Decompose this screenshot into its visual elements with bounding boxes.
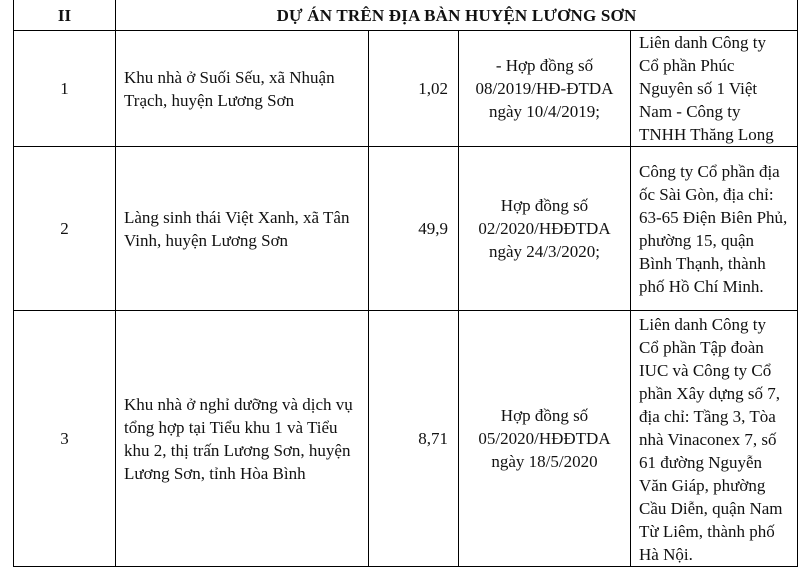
contract-info: Hợp đồng số 02/2020/HĐĐTDA ngày 24/3/2020; [459,147,631,311]
investor-info: Công ty Cổ phần địa ốc Sài Gòn, địa chỉ: 63-65 Điện Biên Phủ, phường 15, quận Bình Thạnh, thành phố Hồ Chí Minh. [631,147,798,311]
investor-info: Liên danh Công ty Cổ phần Phúc Nguyên số 1 Việt Nam - Công ty TNHH Thăng Long [631,31,798,147]
row-number: 1 [14,31,116,147]
project-area: 49,9 [369,147,459,311]
project-table [13,0,798,567]
table-row [14,31,798,147]
contract-info: Hợp đồng số 05/2020/HĐĐTDA ngày 18/5/2020 [459,311,631,567]
project-name: Khu nhà ở nghỉ dưỡng và dịch vụ tổng hợp tại Tiểu khu 1 và Tiểu khu 2, thị trấn Lương Sơn, huyện Lương Sơn, tỉnh Hòa Bình [116,311,369,567]
project-area: 1,02 [369,31,459,147]
table-row [14,311,798,567]
project-name: Làng sinh thái Việt Xanh, xã Tân Vinh, huyện Lương Sơn [116,147,369,311]
table-row [14,147,798,311]
investor-info: Liên danh Công ty Cổ phần Tập đoàn IUC và Công ty Cổ phần Xây dựng số 7, địa chỉ: Tầng 3, Tòa nhà Vinaconex 7, số 61 đường Nguyễn Văn Giáp, phường Cầu Diễn, quận Nam Từ Liêm, thành phố Hà Nội. [631,311,798,567]
project-area: 8,71 [369,311,459,567]
row-number: 3 [14,311,116,567]
section-number: II [14,0,116,31]
row-number: 2 [14,147,116,311]
section-title: DỰ ÁN TRÊN ĐỊA BÀN HUYỆN LƯƠNG SƠN [116,0,798,31]
project-name: Khu nhà ở Suối Sếu, xã Nhuận Trạch, huyện Lương Sơn [116,31,369,147]
section-header-row [14,0,798,31]
contract-info: - Hợp đồng số 08/2019/HĐ-ĐTDA ngày 10/4/2019; [459,31,631,147]
